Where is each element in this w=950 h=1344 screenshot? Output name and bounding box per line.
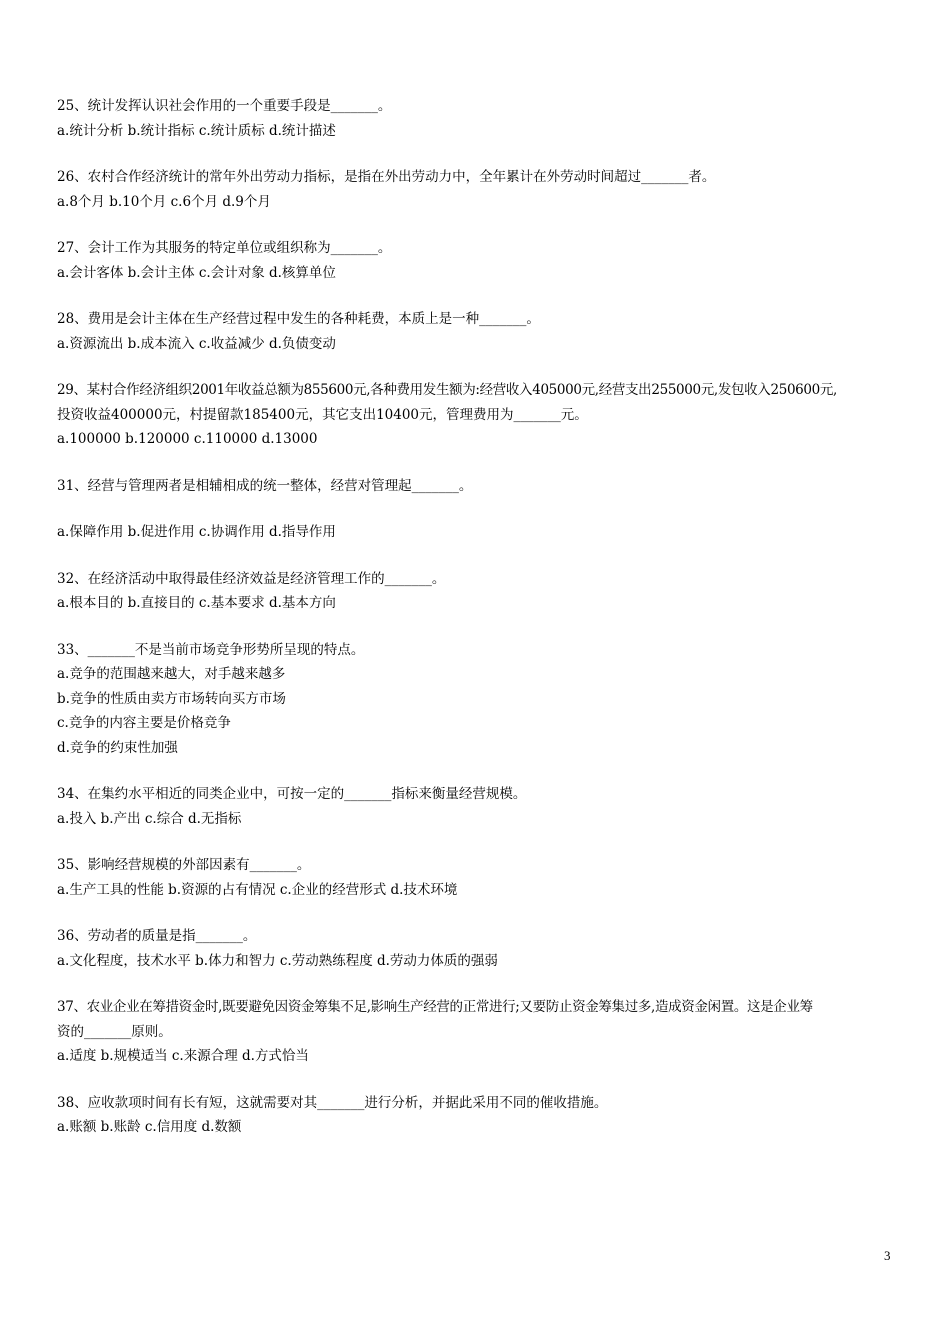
question-stem-continued: 资的_______原则。 xyxy=(57,1023,172,1040)
question-options: a.账额 b.账龄 c.信用度 d.数额 xyxy=(57,1119,242,1135)
question-37 xyxy=(57,995,907,1069)
question-stem: 25、统计发挥认识社会作用的一个重要手段是_______。 xyxy=(57,98,392,114)
question-stem: 29、某村合作经济组织2001年收益总额为855600元,各种费用发生额为:经营收入405000元,经营支出255000元,发包收入250600元, xyxy=(57,382,837,398)
question-32 xyxy=(57,567,907,616)
question-stem: 26、农村合作经济统计的常年外出劳动力指标，是指在外出劳动力中，全年累计在外劳动时间超过_______者。 xyxy=(57,169,716,185)
question-stem: 31、经营与管理两者是相辅相成的统一整体，经营对管理起_______。 xyxy=(57,477,473,494)
question-stem: 28、费用是会计主体在生产经营过程中发生的各种耗费，本质上是一种_______。 xyxy=(57,311,540,327)
question-option-b: b.竞争的性质由卖方市场转向买方市场 xyxy=(57,690,286,707)
question-stem: 35、影响经营规模的外部因素有_______。 xyxy=(57,857,311,873)
question-stem: 38、应收款项时间有长有短，这就需要对其_______进行分析，并据此采用不同的催收措施。 xyxy=(57,1094,608,1111)
question-33 xyxy=(57,638,907,761)
question-26 xyxy=(57,165,907,214)
question-stem: 37、农业企业在筹措资金时,既要避免因资金筹集不足,影响生产经营的正常进行;又要防止资金筹集过多,造成资金闲置。这是企业筹 xyxy=(57,999,813,1015)
question-options: a.统计分析 b.统计指标 c.统计质标 d.统计描述 xyxy=(57,122,336,139)
question-stem: 33、_______不是当前市场竞争形势所呈现的特点。 xyxy=(57,641,365,658)
question-options: a.8个月 b.10个月 c.6个月 d.9个月 xyxy=(57,193,271,210)
question-options: a.文化程度，技术水平 b.体力和智力 c.劳动熟练程度 d.劳动力体质的强弱 xyxy=(57,952,498,969)
question-option-c: c.竞争的内容主要是价格竞争 xyxy=(57,715,231,731)
question-29 xyxy=(57,378,907,452)
question-options: a.投入 b.产出 c.综合 d.无指标 xyxy=(57,810,242,827)
question-option-a: a.竞争的范围越来越大，对手越来越多 xyxy=(57,666,286,682)
question-options: a.适度 b.规模适当 c.来源合理 d.方式恰当 xyxy=(57,1048,309,1064)
question-38 xyxy=(57,1091,907,1140)
question-28 xyxy=(57,307,907,356)
question-stem-continued: 投资收益400000元，村提留款185400元，其它支出10400元，管理费用为_______元。 xyxy=(57,406,588,423)
question-35 xyxy=(57,853,907,902)
question-stem: 34、在集约水平相近的同类企业中，可按一定的_______指标来衡量经营规模。 xyxy=(57,786,527,802)
question-options: a.根本目的 b.直接目的 c.基本要求 d.基本方向 xyxy=(57,595,336,611)
question-36 xyxy=(57,924,907,973)
question-options: a.会计客体 b.会计主体 c.会计对象 d.核算单位 xyxy=(57,264,336,281)
question-stem: 32、在经济活动中取得最佳经济效益是经济管理工作的_______。 xyxy=(57,570,446,587)
question-25 xyxy=(57,94,907,143)
question-options: a.资源流出 b.成本流入 c.收益减少 d.负债变动 xyxy=(57,335,336,352)
page-number: 3 xyxy=(884,1248,891,1263)
question-31 xyxy=(57,474,907,545)
question-34 xyxy=(57,782,907,831)
question-options: a.保障作用 b.促进作用 c.协调作用 d.指导作用 xyxy=(57,524,336,540)
question-stem: 36、劳动者的质量是指_______。 xyxy=(57,928,257,944)
document-body xyxy=(57,94,907,1162)
question-stem: 27、会计工作为其服务的特定单位或组织称为_______。 xyxy=(57,240,392,256)
question-options: a.生产工具的性能 b.资源的占有情况 c.企业的经营形式 d.技术环境 xyxy=(57,881,458,898)
blank-line xyxy=(57,498,907,520)
question-27 xyxy=(57,236,907,285)
question-option-d: d.竞争的约束性加强 xyxy=(57,739,178,756)
question-options: a.100000 b.120000 c.110000 d.13000 xyxy=(57,431,318,447)
